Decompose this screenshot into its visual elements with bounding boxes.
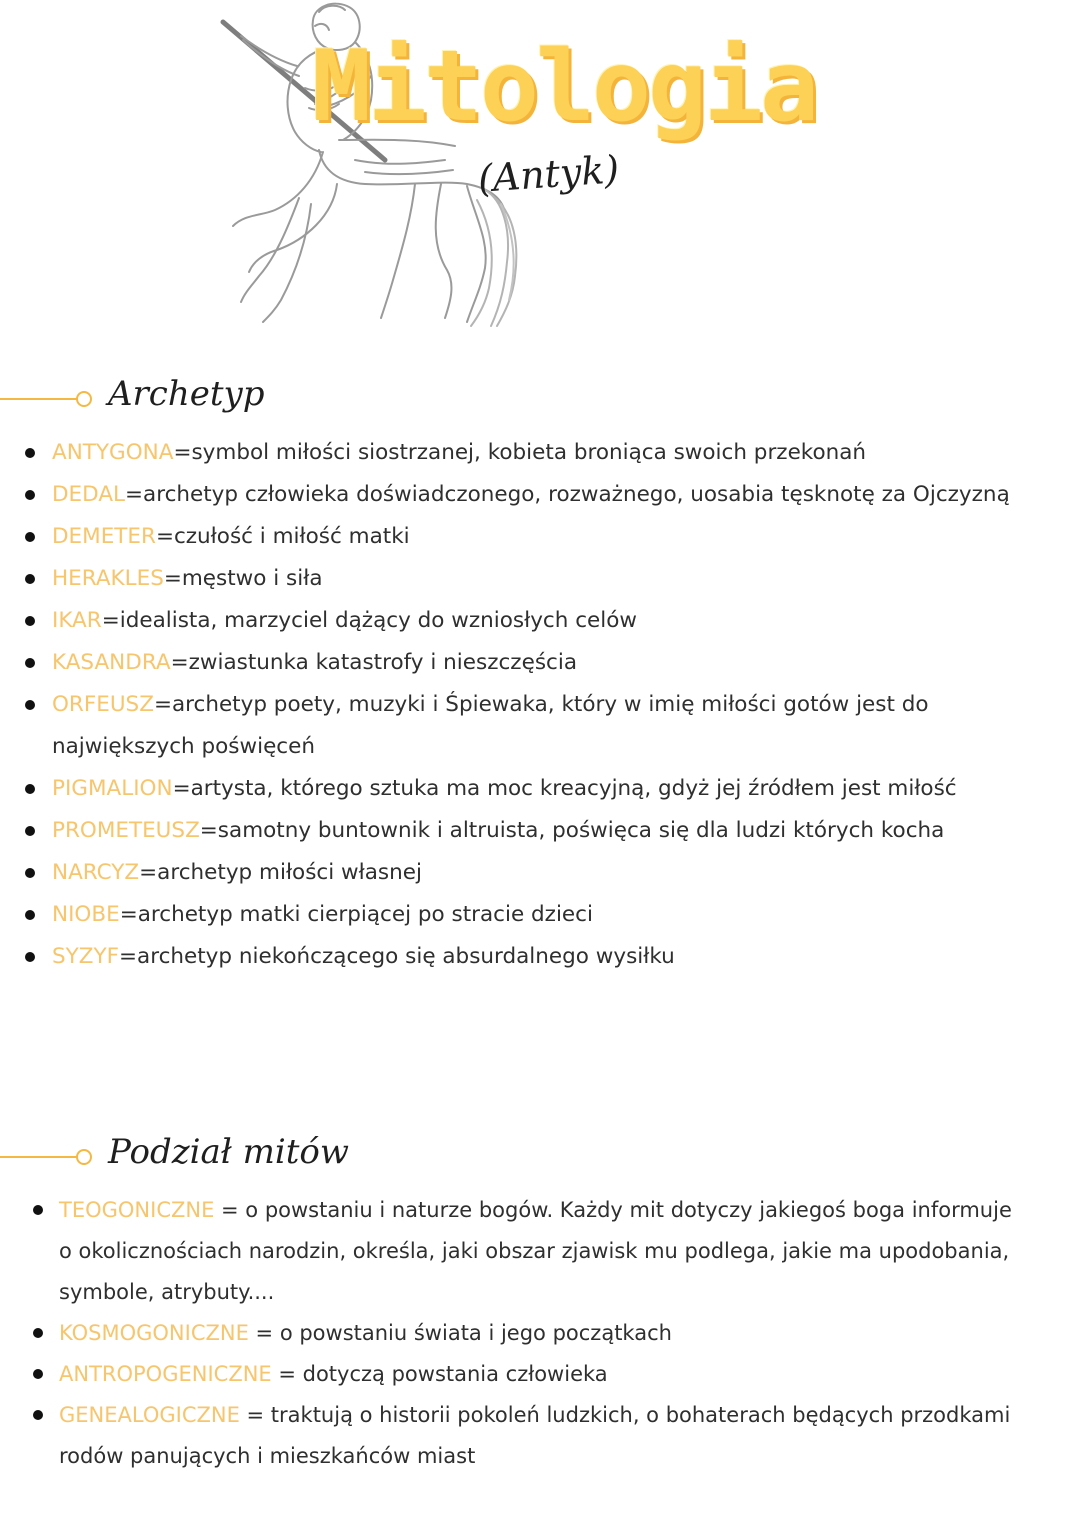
list-item: ORFEUSZ=archetyp poety, muzyki i Śpiewaka, który w imię miłości gotów jest do największych poświęceń — [52, 684, 1012, 768]
list-item: DEMETER=czułość i miłość matki — [52, 516, 1012, 558]
list-item: PIGMALION=artysta, którego sztuka ma moc kreacyjną, gdyż jej źródłem jest miłość — [52, 768, 1012, 810]
page-subtitle: (Antyk) — [476, 147, 621, 201]
section-title: Podział mitów — [108, 1132, 349, 1172]
list-item: SYZYF=archetyp niekończącego się absurdalnego wysiłku — [52, 936, 1012, 978]
page-title: Mitologia — [312, 30, 817, 144]
list-item: NIOBE=archetyp matki cierpiącej po stracie dzieci — [52, 894, 1012, 936]
list-item: PROMETEUSZ=samotny buntownik i altruista, poświęca się dla ludzi których kocha — [52, 810, 1012, 852]
list-item: TEOGONICZNE = o powstaniu i naturze bogów. Każdy mit dotyczy jakiegoś boga informuje o okolicznościach narodzin, określa, jaki obszar zjawisk mu podlega, jakie ma upodobania, symbole, atrybuty.... — [59, 1190, 1019, 1313]
list-item: ANTYGONA=symbol miłości siostrzanej, kobieta broniąca swoich przekonań — [52, 432, 1012, 474]
list-item: NARCYZ=archetyp miłości własnej — [52, 852, 1012, 894]
myth-types-list — [59, 1190, 1019, 1477]
list-item: ANTROPOGENICZNE = dotyczą powstania człowieka — [59, 1354, 1019, 1395]
list-item: DEDAL=archetyp człowieka doświadczonego, rozważnego, uosabia tęsknotę za Ojczyzną — [52, 474, 1012, 516]
section-title: Archetyp — [108, 374, 265, 414]
archetype-list — [52, 432, 1012, 978]
list-item: KASANDRA=zwiastunka katastrofy i nieszczęścia — [52, 642, 1012, 684]
list-item: GENEALOGICZNE = traktują o historii pokoleń ludzkich, o bohaterach będących przodkami rodów panujących i mieszkańców miast — [59, 1395, 1019, 1477]
heading-ring-icon — [76, 391, 92, 407]
list-item: KOSMOGONICZNE = o powstaniu świata i jego początkach — [59, 1313, 1019, 1354]
list-item: IKAR=idealista, marzyciel dążący do wzniosłych celów — [52, 600, 1012, 642]
heading-ring-icon — [76, 1149, 92, 1165]
list-item: HERAKLES=męstwo i siła — [52, 558, 1012, 600]
heading-line — [0, 398, 78, 400]
heading-line — [0, 1156, 78, 1158]
